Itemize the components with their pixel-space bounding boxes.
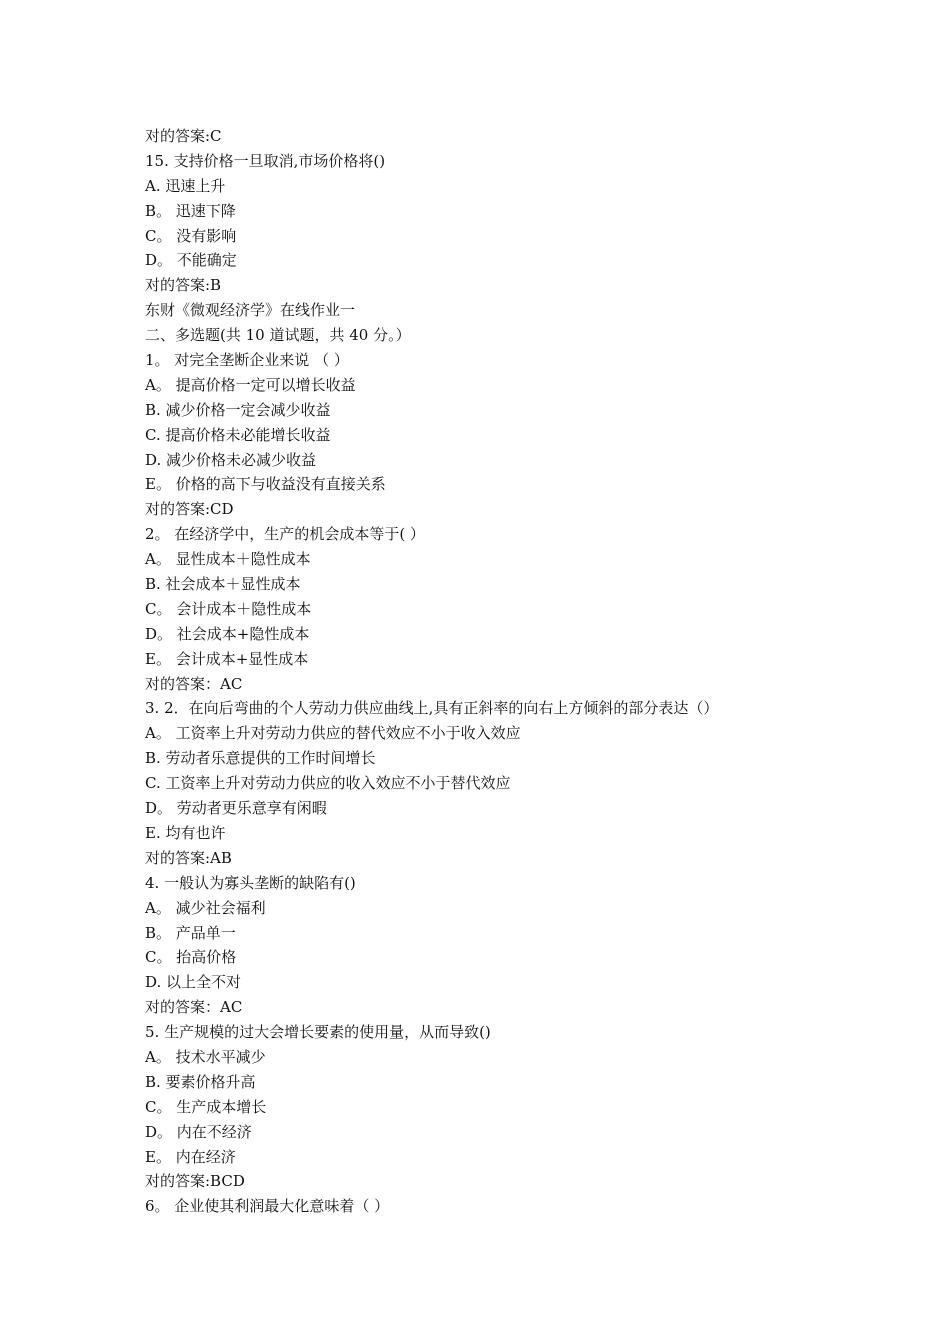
option-line: A。 减少社会福利 <box>145 898 266 917</box>
option-line: B. 社会成本＋显性成本 <box>145 575 301 594</box>
option-line: B。 迅速下降 <box>145 201 236 220</box>
document-body <box>145 124 825 1219</box>
option-line: C。 抬高价格 <box>145 948 237 967</box>
question-5: 5. 生产规模的过大会增长要素的使用量，从而导致() <box>145 1023 491 1042</box>
option-line: C。 会计成本＋隐性成本 <box>145 599 312 618</box>
question-4: 4. 一般认为寡头垄断的缺陷有() <box>145 873 356 892</box>
option-line: D. 减少价格未必减少收益 <box>145 450 317 469</box>
option-line: C. 工资率上升对劳动力供应的收入效应不小于替代效应 <box>145 774 511 793</box>
option-line: D. 以上全不对 <box>145 973 242 992</box>
answer-line: 对的答案：AC <box>145 998 243 1017</box>
option-line: D。 社会成本+隐性成本 <box>145 624 310 643</box>
answer-line: 对的答案：AC <box>145 674 243 693</box>
answer-line: 对的答案:BCD <box>145 1172 245 1191</box>
question-15: 15. 支持价格一旦取消,市场价格将() <box>145 151 386 170</box>
option-line: C。 没有影响 <box>145 226 237 245</box>
answer-line: 对的答案:CD <box>145 500 234 519</box>
option-line: A。 显性成本＋隐性成本 <box>145 550 311 569</box>
question-2: 2。 在经济学中，生产的机会成本等于( ） <box>145 525 425 544</box>
option-line: B. 劳动者乐意提供的工作时间增长 <box>145 749 376 768</box>
option-line: A。 提高价格一定可以增长收益 <box>145 375 356 394</box>
answer-line: 对的答案:C <box>145 127 222 145</box>
option-line: E. 均有也许 <box>145 823 226 842</box>
question-1: 1。 对完全垄断企业来说 （ ） <box>145 351 349 370</box>
option-line: D。 内在不经济 <box>145 1122 252 1141</box>
question-6: 6。 企业使其利润最大化意味着（ ） <box>145 1197 390 1216</box>
option-line: B. 要素价格升高 <box>145 1072 256 1091</box>
option-line: B。 产品单一 <box>145 923 236 942</box>
answer-line: 对的答案:AB <box>145 848 232 867</box>
option-line: C. 提高价格未必能增长收益 <box>145 425 331 444</box>
option-line: D。 不能确定 <box>145 251 237 270</box>
option-line: D。 劳动者更乐意享有闲暇 <box>145 799 327 818</box>
question-3: 3. 2．在向后弯曲的个人劳动力供应曲线上,具有正斜率的向右上方倾斜的部分表达（） <box>145 699 719 718</box>
option-line: E。 价格的高下与收益没有直接关系 <box>145 475 386 494</box>
option-line: E。 内在经济 <box>145 1147 236 1166</box>
section-heading: 二、多选题(共 10 道试题，共 40 分。） <box>145 326 411 345</box>
option-line: B. 减少价格一定会减少收益 <box>145 400 331 419</box>
option-line: A。 工资率上升对劳动力供应的替代效应不小于收入效应 <box>145 724 521 743</box>
option-line: A. 迅速上升 <box>145 176 226 195</box>
option-line: A。 技术水平减少 <box>145 1047 266 1066</box>
answer-line: 对的答案:B <box>145 276 222 295</box>
option-line: C。 生产成本增长 <box>145 1097 267 1116</box>
option-line: E。 会计成本+显性成本 <box>145 649 309 668</box>
section-title: 东财《微观经济学》在线作业一 <box>145 301 356 320</box>
